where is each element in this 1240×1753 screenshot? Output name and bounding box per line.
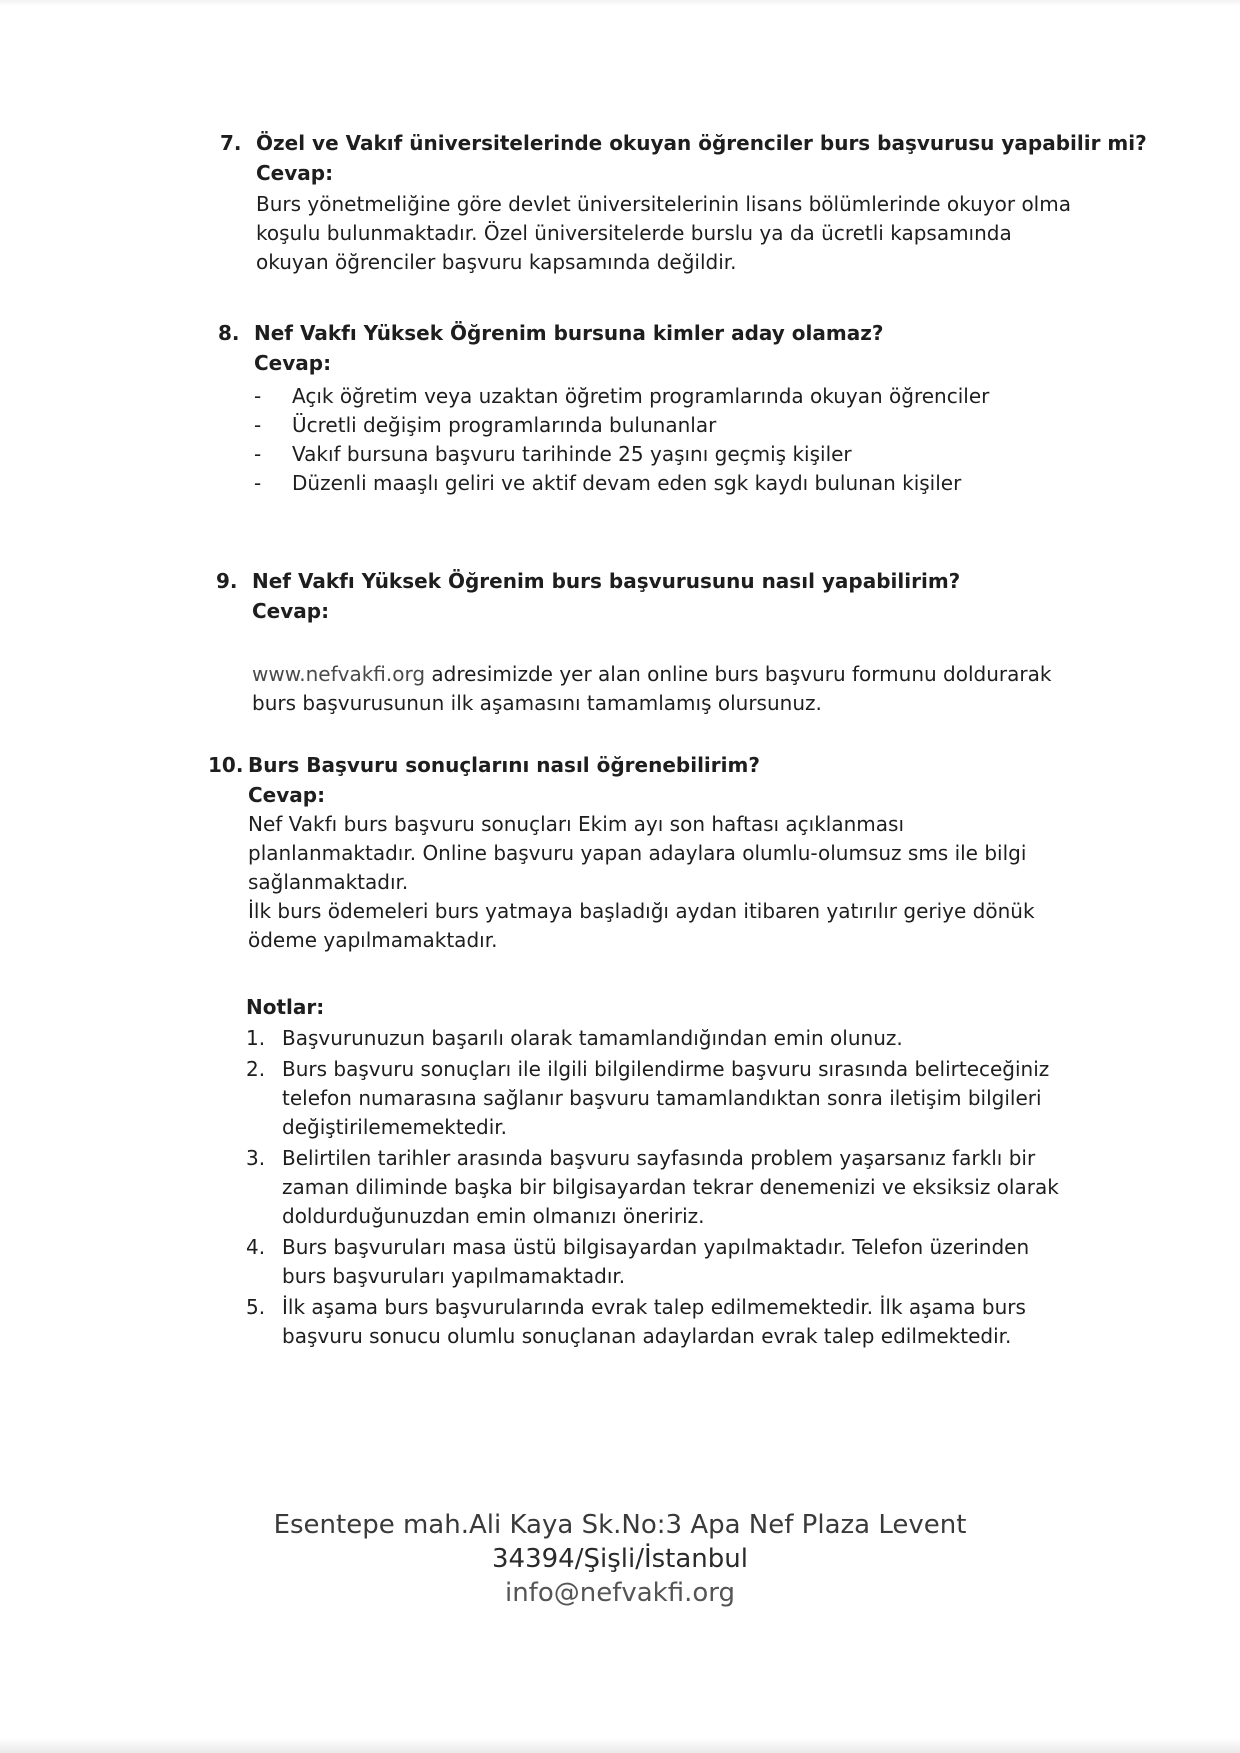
answer-7 — [256, 190, 1147, 277]
answer-line: Nef Vakfı burs başvuru sonuçları Ekim ayı son haftası açıklanması — [248, 812, 905, 836]
list-item: - Ücretli değişim programlarında bulunanlar — [254, 413, 717, 437]
question-8 — [218, 318, 989, 348]
answer-label: Cevap: — [254, 351, 332, 375]
question-text: Nef Vakfı Yüksek Öğrenim bursuna kimler aday olamaz? — [254, 321, 884, 345]
question-number: 10. — [208, 753, 244, 777]
note-item-2: 2. Burs başvuru sonuçları ile ilgili bilgilendirme başvuru sırasında belirteceğiniz telefon numarasına sağlanır başvuru tamamlandıktan sonra iletişim bilgileri değiştirilememektedir. — [246, 1057, 1050, 1139]
answer-line: okuyan öğrenciler başvuru kapsamında değildir. — [256, 250, 737, 274]
answer-line: burs başvurusunun ilk aşamasını tamamlamış olursunuz. — [252, 691, 822, 715]
answer-line: sağlanmaktadır. — [248, 870, 409, 894]
question-number: 7. — [220, 131, 242, 155]
notes-title: Notlar: — [246, 995, 325, 1019]
question-9 — [216, 566, 1051, 596]
note-item-4: 4. Burs başvuruları masa üstü bilgisayardan yapılmaktadır. Telefon üzerinden burs başvuruları yapılmamaktadır. — [246, 1235, 1030, 1288]
answer-9 — [252, 660, 1051, 718]
answer-line: www.nefvakfi.org adresimizde yer alan online burs başvuru formunu doldurarak — [252, 662, 1052, 686]
answer-10 — [248, 810, 1035, 955]
notes-section — [246, 992, 1126, 1351]
answer-line: Burs yönetmeliğine göre devlet üniversitelerinin lisans bölümlerinde okuyor olma — [256, 192, 1071, 216]
faq-item-8 — [218, 318, 990, 498]
answer-line: ödeme yapılmamaktadır. — [248, 928, 498, 952]
question-text: Nef Vakfı Yüksek Öğrenim burs başvurusunu nasıl yapabilirim? — [252, 569, 961, 593]
footer-address-line-1: Esentepe mah.Ali Kaya Sk.No:3 Apa Nef Plaza Levent — [273, 1510, 967, 1540]
list-item: - Açık öğretim veya uzaktan öğretim programlarında okuyan öğrenciler — [254, 384, 990, 408]
question-text: Özel ve Vakıf üniversitelerinde okuyan öğrenciler burs başvurusu yapabilir mi? — [256, 131, 1147, 155]
answer-line: koşulu bulunmaktadır. Özel üniversitelerde burslu ya da ücretli kapsamında — [256, 221, 1012, 245]
question-10 — [208, 750, 1035, 780]
list-item: - Vakıf bursuna başvuru tarihinde 25 yaşını geçmiş kişiler — [254, 442, 852, 466]
website-link[interactable]: www.nefvakfi.org — [252, 662, 426, 686]
answer-line: İlk burs ödemeleri burs yatmaya başladığı aydan itibaren yatırılır geriye dönük — [248, 899, 1035, 923]
question-text: Burs Başvuru sonuçlarını nasıl öğrenebilirim? — [248, 753, 760, 777]
note-item-5: 5. İlk aşama burs başvurularında evrak talep edilmemektedir. İlk aşama burs başvuru sonucu olumlu sonuçlanan adaylardan evrak talep edilmektedir. — [246, 1295, 1026, 1348]
note-item-3: 3. Belirtilen tarihler arasında başvuru sayfasında problem yaşarsanız farklı bir zaman diliminde başka bir bilgisayardan tekrar denemenizi ve eksiksiz olarak doldurduğunuzdan emin olmanızı öneririz. — [246, 1146, 1059, 1228]
faq-item-7 — [220, 128, 1147, 277]
faq-item-10 — [208, 750, 1035, 955]
question-number: 8. — [218, 321, 240, 345]
answer-label: Cevap: — [248, 783, 326, 807]
note-item-1: 1. Başvurunuzun başarılı olarak tamamlandığından emin olunuz. — [246, 1026, 903, 1050]
answer-line: planlanmaktadır. Online başvuru yapan adaylara olumlu-olumsuz sms ile bilgi — [248, 841, 1027, 865]
answer-label: Cevap: — [252, 599, 330, 623]
answer-label: Cevap: — [256, 161, 334, 185]
question-7 — [220, 128, 1147, 158]
footer-address-line-2: 34394/Şişli/İstanbul — [492, 1544, 748, 1574]
question-number: 9. — [216, 569, 238, 593]
exclusion-list — [254, 382, 989, 498]
scan-edge-bottom — [0, 1738, 1240, 1753]
list-item: - Düzenli maaşlı geliri ve aktif devam eden sgk kaydı bulunan kişiler — [254, 471, 962, 495]
footer-email[interactable]: info@nefvakfi.org — [504, 1578, 736, 1608]
faq-item-9 — [216, 566, 1052, 718]
scan-edge-top — [0, 0, 1240, 6]
